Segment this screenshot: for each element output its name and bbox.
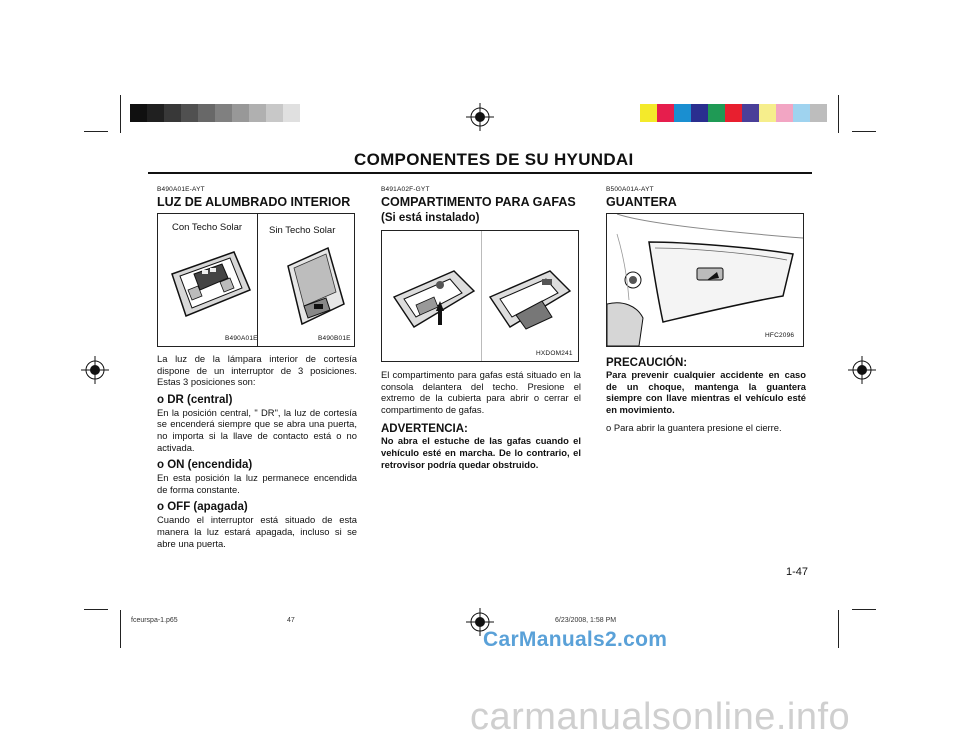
item-heading: o ON (encendida) bbox=[157, 459, 253, 472]
process-swatch bbox=[742, 104, 759, 122]
registration-mark-icon bbox=[848, 356, 876, 384]
figure-interior-light bbox=[157, 213, 355, 347]
warning-heading: ADVERTENCIA: bbox=[381, 423, 468, 436]
footer-page: 47 bbox=[287, 617, 295, 624]
process-swatch bbox=[691, 104, 708, 122]
figure-label: Sin Techo Solar bbox=[269, 225, 336, 236]
console-closed-illustration bbox=[390, 267, 478, 337]
item-body: En esta posición la luz permanece encendida de forma constante. bbox=[157, 472, 357, 495]
section-title: GUANTERA bbox=[606, 195, 677, 209]
process-swatch bbox=[725, 104, 742, 122]
grayscale-swatch bbox=[283, 104, 300, 122]
process-swatch bbox=[674, 104, 691, 122]
crop-mark bbox=[120, 95, 121, 133]
grayscale-swatch bbox=[232, 104, 249, 122]
grayscale-swatch bbox=[249, 104, 266, 122]
figure-code: HFC2096 bbox=[765, 332, 795, 339]
page-number: 1-47 bbox=[786, 566, 809, 578]
figure-glove-box bbox=[606, 213, 804, 347]
column-interior-light bbox=[157, 186, 357, 549]
process-swatch bbox=[640, 104, 657, 122]
grayscale-swatch bbox=[266, 104, 283, 122]
caution-body: Para prevenir cualquier accidente en caso de un choque, mantenga la guantera siempre con llave mientras el vehículo esté en movimiento. bbox=[606, 369, 806, 415]
figure-label: Con Techo Solar bbox=[172, 222, 243, 233]
crop-mark bbox=[838, 95, 839, 133]
crop-mark bbox=[852, 131, 876, 132]
process-color-bar bbox=[640, 104, 827, 122]
item-heading: o OFF (apagada) bbox=[157, 501, 248, 514]
process-swatch bbox=[759, 104, 776, 122]
figure-code: B490B01E bbox=[318, 335, 351, 342]
grayscale-swatch bbox=[164, 104, 181, 122]
footer-file: fceurspa-1.p65 bbox=[131, 617, 178, 624]
item-heading: o DR (central) bbox=[157, 393, 233, 406]
caution-heading: PRECAUCIÓN: bbox=[606, 357, 688, 369]
page-title: COMPONENTES DE SU HYUNDAI bbox=[354, 150, 634, 169]
grayscale-swatch bbox=[198, 104, 215, 122]
item-body: Cuando el interruptor está situado de esta manera la luz estará apagada, incluso si se abre una puerta. bbox=[157, 514, 357, 549]
grayscale-bar bbox=[130, 104, 300, 122]
footer-date: 6/23/2008, 1:58 PM bbox=[555, 617, 617, 624]
intro-paragraph: La luz de la lámpara interior de cortesía dispone de un interruptor de 3 posiciones. Estas 3 posiciones son: bbox=[157, 353, 357, 388]
crop-mark bbox=[84, 609, 108, 610]
watermark-text: carmanualsonline.info bbox=[470, 696, 851, 738]
grayscale-swatch bbox=[147, 104, 164, 122]
column-sunglass-holder bbox=[381, 186, 581, 470]
figure-code: B490A01E bbox=[225, 335, 258, 342]
body-paragraph: El compartimento para gafas está situado en la consola delantera del techo. Presione el extremo de la cubierta para abrir o cerrar el compartimento de gafas. bbox=[381, 369, 581, 415]
process-swatch bbox=[793, 104, 810, 122]
process-swatch bbox=[810, 104, 827, 122]
section-code: B490A01E-AYT bbox=[157, 186, 205, 193]
registration-mark-icon bbox=[81, 356, 109, 384]
process-swatch bbox=[708, 104, 725, 122]
process-swatch bbox=[776, 104, 793, 122]
crop-mark bbox=[838, 610, 839, 648]
crop-mark bbox=[120, 610, 121, 648]
section-code: B491A02F-GYT bbox=[381, 186, 430, 193]
figure-sunglass-holder bbox=[381, 230, 579, 362]
glove-box-illustration bbox=[607, 214, 803, 346]
bullet-item: o Para abrir la guantera presione el cierre. bbox=[606, 422, 782, 434]
grayscale-swatch bbox=[181, 104, 198, 122]
section-subtitle: (Si está instalado) bbox=[381, 212, 480, 224]
sunroof-lamp-illustration bbox=[164, 244, 254, 326]
section-code: B500A01A-AYT bbox=[606, 186, 654, 193]
section-title: LUZ DE ALUMBRADO INTERIOR bbox=[157, 195, 351, 209]
header-rule bbox=[148, 172, 812, 174]
registration-mark-icon bbox=[466, 103, 494, 131]
section-title: COMPARTIMENTO PARA GAFAS bbox=[381, 195, 576, 209]
figure-divider bbox=[257, 214, 258, 346]
figure-divider bbox=[481, 231, 482, 361]
crop-mark bbox=[852, 609, 876, 610]
warning-body: No abra el estuche de las gafas cuando el vehículo esté en marcha. De lo contrario, el retrovisor podría quedar obstruido. bbox=[381, 435, 581, 470]
column-glove-box bbox=[606, 186, 806, 434]
item-body: En la posición central, " DR", la luz de cortesía se encenderá siempre que se abra una puerta, no importa si la llave de contacto está o no activada. bbox=[157, 406, 357, 453]
grayscale-swatch bbox=[215, 104, 232, 122]
crop-mark bbox=[84, 131, 108, 132]
standard-lamp-illustration bbox=[282, 244, 348, 330]
grayscale-swatch bbox=[130, 104, 147, 122]
carmanuals-logo[interactable]: CarManuals2.com bbox=[483, 628, 668, 651]
figure-code: HXDOM241 bbox=[536, 350, 573, 357]
console-open-illustration bbox=[486, 267, 574, 337]
process-swatch bbox=[657, 104, 674, 122]
